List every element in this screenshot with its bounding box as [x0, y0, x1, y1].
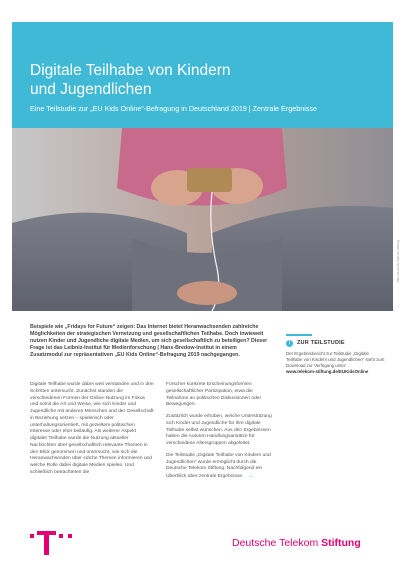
- body-paragraph-1: Digitale Teilhabe wurde dabei weit verstanden und in drei Schritten untersucht. Zunächst standen die verschiedenen Formen der Online-Nutzung im Fokus und somit die Art und Weise, wie sich Kinder und Jugendliche mit anderen Menschen und der Gesellschaft in Beziehung setzen – spielerisch oder unterhaltungsorientiert, mit gezieltem politischen Interesse oder eher beiläufig. Als weiterer Aspekt digitaler Teilhabe wurde die Nutzung aktueller Nachrichten über gesellschaftlich relevante Themen in den Blick genommen und untersucht, wie sich die Heranwachsenden über solche Themen informieren und welche Rolle dabei digitale Medien spielen. Und schließlich betrachteten die: [30, 382, 154, 475]
- info-text: Der Ergebnisbericht zur Teilstudie „Digitale Teilhabe von Kindern und Jugendlichen“ steht zum Download zur Verfügung unter:: [286, 350, 385, 368]
- photo-credit: Bild: Deutsche Telekom Stiftung: [396, 240, 400, 283]
- body-paragraph-3: Zusätzlich wurde erhoben, welche Unterstützung sich Kinder und Jugendliche für ihre digitale Teilhabe selbst wünschen. Aus den Ergebnissen haben die Autoren Handlungsansätze für verschiedene Altersgruppen abgeleitet.: [166, 414, 272, 446]
- info-header: [286, 340, 386, 347]
- body-paragraph-2: Forscher konkrete Erscheinungsformen gesellschaftlicher Partizipation, etwa die Teilnahme an politischen Diskussionen oder Bewegungen.: [166, 382, 262, 408]
- photo-illustration: [12, 128, 393, 311]
- body-column-1: [30, 382, 154, 477]
- arrow-right-icon: →: [247, 473, 254, 479]
- title-line-2: und Jugendlichen: [30, 81, 152, 98]
- brand-name: [232, 537, 361, 549]
- info-icon: !: [286, 340, 293, 347]
- study-info-box: [286, 334, 386, 375]
- page-subtitle: Eine Teilstudie zur „EU Kids Online“-Befragung in Deutschland 2019 | Zentrale Ergebnisse: [30, 104, 317, 113]
- brand-regular: Deutsche Telekom: [232, 537, 322, 549]
- body-paragraph-4: [166, 453, 272, 481]
- download-link[interactable]: www.telekom-stiftung.de/EUKidsOnline: [286, 369, 369, 375]
- brand-bold: Stiftung: [321, 537, 361, 549]
- title-line-1: Digitale Teilhabe von Kindern: [30, 62, 231, 79]
- info-divider: [286, 334, 312, 336]
- top-margin: [0, 0, 405, 22]
- telekom-t-logo: [30, 531, 80, 555]
- page-title: [30, 61, 370, 99]
- info-heading: ZUR TEILSTUDIE: [297, 340, 345, 346]
- body-paragraph-4-text: Die Teilstudie „Digitale Teilhabe von Kindern und Jugendlichen“ wurde ermöglicht durch die Deutsche Telekom Stiftung. Nachfolgend ein Überblick über zentrale Ergebnisse.: [166, 452, 271, 479]
- hero-photo: [12, 128, 393, 311]
- body-column-2: [166, 382, 272, 486]
- intro-paragraph: Beispiele wie „Fridays for Future“ zeigen: Das Internet bietet Heranwachsenden zahlreiche Möglichkeiten der strategischen Vernetzung und gesellschaftlichen Teilhabe. Doch inwieweit nutzen Kinder und Jugendliche digitale Medien, um sich gesellschaftlich zu beteiligen? Dieser Frage ist das Leibniz-Institut für Medienforschung | Hans-Bredow-Institut in einem Zusatzmodul zur repräsentativen „EU Kids Online“-Befragung 2019 nachgegangen.: [30, 324, 268, 358]
